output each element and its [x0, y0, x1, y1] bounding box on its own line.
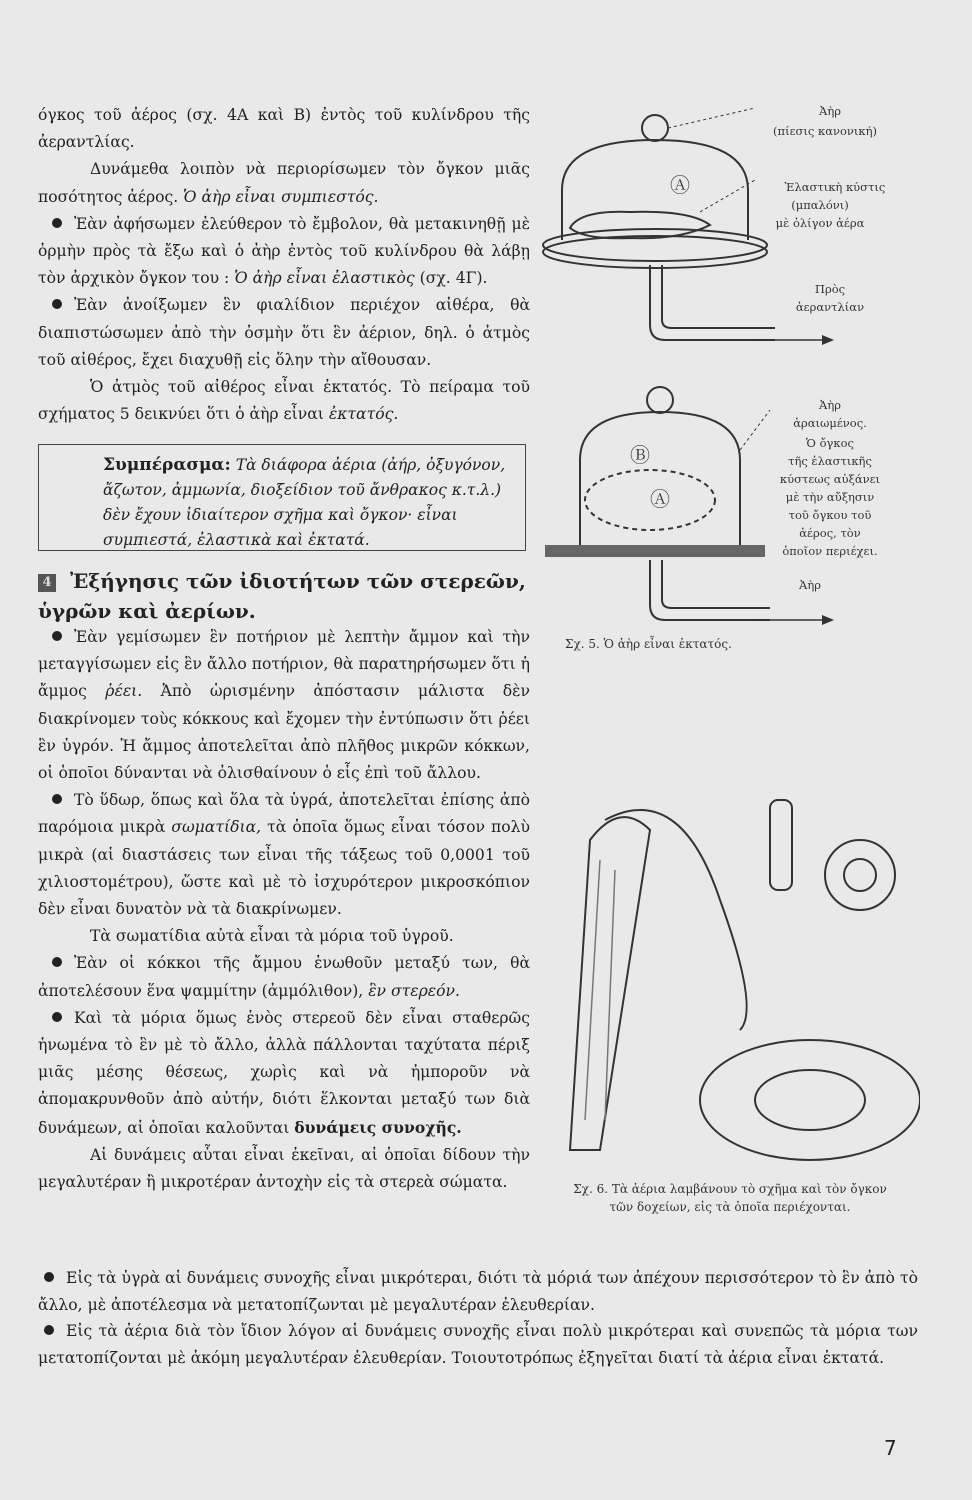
paragraph-text: Ὁ ἀτμὸς τοῦ αἰθέρος εἶναι ἐκτατός. Τὸ πείραμα τοῦ σχήματος 5 δεικνύει ὅτι ὁ ἀὴρ εἶναι: [38, 378, 530, 424]
paragraph-text: Εἰς τὰ ὑγρὰ αἱ δυνάμεις συνοχῆς εἶναι μικρότεραι, διότι τὰ μόριά των ἀπέχουν περισσότερον τὸ ἓν ἀπὸ τὸ ἄλλο, μὲ ἀποτέλεσμα νὰ μετατοπίζωνται μὲ μεγαλυτέραν ἐλευθερίαν.: [38, 1269, 918, 1314]
bullet-icon: [52, 631, 62, 641]
section-number: 4: [38, 574, 56, 592]
figure-6-containers: [560, 780, 920, 1170]
conclusion-title: Συμπέρασμα:: [103, 455, 231, 475]
emphasis: Ὁ ἀὴρ εἶναι συμπιεστός.: [183, 187, 379, 206]
paragraph: [38, 1142, 530, 1196]
paragraph-text: όγκος τοῦ ἀέρος (σχ. 4Α καὶ Β) ἐντὸς τοῦ κυλίνδρου τῆς ἀεραντλίας.: [38, 106, 530, 152]
paragraph: [38, 156, 530, 210]
paragraph: [38, 1265, 918, 1318]
emphasis: Ὁ ἀὴρ εἶναι ἐλαστικὸς: [234, 269, 415, 288]
bullet-icon: [52, 1012, 62, 1022]
paragraph-text: τὰ ὁποῖα ὅμως εἶναι τόσον πολὺ μικρὰ (αἱ διαστάσεις των εἶναι τῆς τάξεως τοῦ 0,0001 τοῦ χιλιοστομέτρου), ὥστε καὶ μὲ τὸ ἰσχυρότερον μικροσκόπιον δὲν εἶναι δυνατὸν νὰ τὰ διακρίνωμεν.: [38, 818, 530, 919]
bullet-icon: [52, 794, 62, 804]
paragraph-text: Ἀπὸ ὡρισμένην ἀπόστασιν μάλιστα δὲν διακρίνομεν τοὺς κόκκους καὶ ἔχομεν τὴν ἐντύπωσιν ὅτι ῥέει ἓν ὑγρόν. Ἡ ἄμμος ἀποτελεῖται ἀπὸ πλῆθος μικρῶν κόκκων, οἱ ὁποῖοι δύνανται νὰ ὀλισθαίνουν ὁ εἷς ἐπὶ τοῦ ἄλλου.: [38, 682, 530, 783]
paragraph-text: Αἱ δυνάμεις αὗται εἶναι ἐκεῖναι, αἱ ὁποῖαι δίδουν τὴν μεγαλυτέραν ἢ μικροτέραν ἀντοχὴν εἰς τὰ στερεὰ σώματα.: [38, 1145, 530, 1192]
emphasis: ῥέει.: [105, 682, 143, 701]
emphasis: ἐκτατός.: [328, 405, 399, 424]
paragraph: [38, 624, 530, 787]
ring-inner: [755, 1070, 865, 1130]
marker-b: Ⓑ: [630, 443, 650, 467]
bullet-icon: [52, 957, 62, 967]
paragraph: [38, 211, 530, 293]
label-line: ὁποῖον περιέχει.: [782, 544, 878, 558]
figure-6-caption: Σχ. 6. Τὰ ἀέρια λαμβάνουν τὸ σχῆμα καὶ τὸν ὄγκον τῶν δοχείων, εἰς τὰ ὁποῖα περιέχονται.: [573, 1182, 887, 1214]
label-line: μὲ τὴν αὔξησιν: [785, 490, 875, 504]
section-title: Ἐξήγησις τῶν ἰδιοτήτων τῶν στερεῶν, ὑγρῶν καὶ ἀερίων.: [38, 569, 526, 623]
tube: [605, 810, 747, 1030]
conclusion-box: [38, 444, 526, 551]
paragraph-text: Δυνάμεθα λοιπὸν νὰ περιορίσωμεν τὸν ὄγκον μιᾶς ποσότητος ἀέρος.: [38, 160, 530, 206]
label-line: κύστεως αὐξάνει: [779, 472, 881, 486]
bold-term: δυνάμεις συνοχῆς.: [294, 1117, 462, 1137]
label-balloon: (μπαλόνι): [791, 198, 849, 212]
jar-base-plate: [543, 236, 767, 268]
paragraph: [38, 102, 530, 156]
paragraph-text: Ἐὰν οἱ κόκκοι τῆς ἄμμου ἑνωθοῦν μεταξύ των, θὰ ἀποτελέσουν ἕνα ψαμμίτην (ἀμμόλιθον),: [38, 954, 530, 1000]
label-pressure: (πίεσις κανονική): [773, 124, 877, 138]
label-to: Πρὸς: [814, 282, 846, 296]
ring-container: [700, 1040, 920, 1160]
label-line: τῆς ἐλαστικῆς: [788, 454, 872, 468]
label-pump: ἀεραντλίαν: [795, 300, 865, 314]
paragraph: [38, 1005, 530, 1142]
paragraph-text: Ἐὰν ἀνοίξωμεν ἓν φιαλίδιον περιέχον αἰθέρα, θὰ διαπιστώσωμεν ἀπὸ τὴν ὀσμὴν ὅτι ἓν ἀέριον, δηλ. ὁ ἀτμὸς τοῦ αἰθέρος, ἔχει διαχυθῇ εἰς ὅλην τὴν αἴθουσαν.: [38, 296, 530, 369]
label-air-out: Ἀὴρ: [799, 578, 821, 592]
paragraph: [38, 950, 530, 1004]
paragraph-text: Ἐὰν γεμίσωμεν ἓν ποτήριον μὲ λεπτὴν ἄμμον καὶ τὴν μεταγγίσωμεν εἰς ἓν ἄλλο ποτήριον, θὰ παρατηρήσωμεν ὅτι ἡ ἄμμος: [38, 628, 530, 701]
gas-bottle: [770, 800, 792, 890]
marker-a: Ⓐ: [650, 487, 670, 511]
label-air: Ἀὴρ: [819, 398, 841, 412]
jar-base-plate: [543, 229, 767, 261]
pipe: [650, 560, 770, 620]
jar-knob: [642, 115, 668, 141]
emphasis: σωματίδια,: [171, 818, 262, 837]
pipe: [662, 265, 775, 328]
label-rarefied: ἀραιωμένος.: [793, 416, 867, 430]
bullet-icon: [44, 1325, 54, 1335]
paragraph: [38, 374, 530, 428]
label-bladder: Ἐλαστικὴ κύστις: [784, 180, 886, 194]
bell-jar-top: [562, 140, 748, 240]
label-little-air: μὲ ὀλίγον ἀέρα: [775, 216, 865, 230]
paragraph-text: Τὰ σωματίδια αὐτὰ εἶναι τὰ μόρια τοῦ ὑγροῦ.: [90, 927, 454, 946]
paragraph: [38, 1318, 918, 1371]
paragraph: [38, 292, 530, 374]
paragraph-text: (σχ. 4Γ).: [414, 269, 488, 288]
full-width-text: [38, 1265, 918, 1371]
balloon: [570, 212, 710, 239]
text-column-top: [38, 102, 530, 428]
paragraph-text: Εἰς τὰ ἀέρια διὰ τὸν ἴδιον λόγον αἱ δυνάμεις συνοχῆς εἶναι πολὺ μικρότεραι καὶ συνεπῶς τὰ μόρια των μετατοπίζονται μὲ ἀκόμη μεγαλυτέραν ἐλευθερίαν. Τοιουτοτρόπως ἐξηγεῖται διατί τὰ ἀέρια εἶναι ἐκτατά.: [38, 1322, 918, 1367]
conclusion-text: Τὰ διάφορα ἀέρια (ἀήρ, ὀξυγόνον, ἄζωτον, ἀμμωνία, διοξείδιον τοῦ ἄνθρακος κ.τ.λ.) δὲν ἔχουν ἰδιαίτερον σχῆμα καὶ ὄγκον· εἶναι συμπιεστά, ἐλαστικὰ καὶ ἐκτατά.: [103, 456, 506, 549]
label-line: Ὁ ὄγκος: [806, 436, 854, 450]
wheel-hub: [844, 859, 876, 891]
bullet-icon: [44, 1272, 54, 1282]
section-heading: [38, 566, 530, 626]
paragraph: [38, 787, 530, 923]
paragraph-text: Καὶ τὰ μόρια ὅμως ἑνὸς στερεοῦ δὲν εἶναι σταθερῶς ἡνωμένα τὸ ἓν μὲ τὸ ἄλλο, ἀλλὰ πάλλονται ταχύτατα πέριξ μιᾶς μέσης θέσεως, χωρὶς καὶ νὰ ἠμποροῦν νὰ ἀπομακρυνθοῦν ἀπὸ αὐτήν, διότι ἕλκονται μεταξύ των διὰ δυνάμεων, αἱ ὁποῖαι καλοῦνται: [38, 1008, 530, 1137]
marker-a: Ⓐ: [670, 173, 690, 197]
figure-5-caption: Σχ. 5. Ὁ ἀὴρ εἶναι ἐκτατός.: [565, 637, 732, 651]
bullet-icon: [52, 299, 62, 309]
paragraph-text: Τὸ ὕδωρ, ὅπως καὶ ὅλα τὰ ὑγρά, ἀποτελεῖται ἐπίσης ἀπὸ παρόμοια μικρὰ: [38, 791, 530, 837]
label-line: τοῦ ὄγκου τοῦ: [788, 508, 872, 522]
emphasis: ἓν στερεόν.: [368, 981, 460, 1000]
paragraph: [38, 923, 530, 950]
paragraph-text: Ἐὰν ἀφήσωμεν ἐλεύθερον τὸ ἔμβολον, θὰ μετακινηθῇ μὲ ὁρμὴν πρὸς τὰ ἔξω καὶ ὁ ἀὴρ ἐντὸς τοῦ κυλίνδρου θὰ λάβῃ τὸν ἀρχικὸν ὄγκον του :: [38, 214, 530, 288]
page-number: 7: [884, 1436, 897, 1460]
wheel: [825, 840, 895, 910]
bottom-base: [545, 545, 765, 557]
pipe: [662, 560, 770, 608]
bullet-icon: [52, 218, 62, 228]
jar-knob: [647, 387, 673, 413]
label-air: Ἀὴρ: [819, 104, 841, 118]
text-column-bottom: [38, 624, 530, 1196]
label-line: ἀέρος, τὸν: [799, 526, 861, 540]
